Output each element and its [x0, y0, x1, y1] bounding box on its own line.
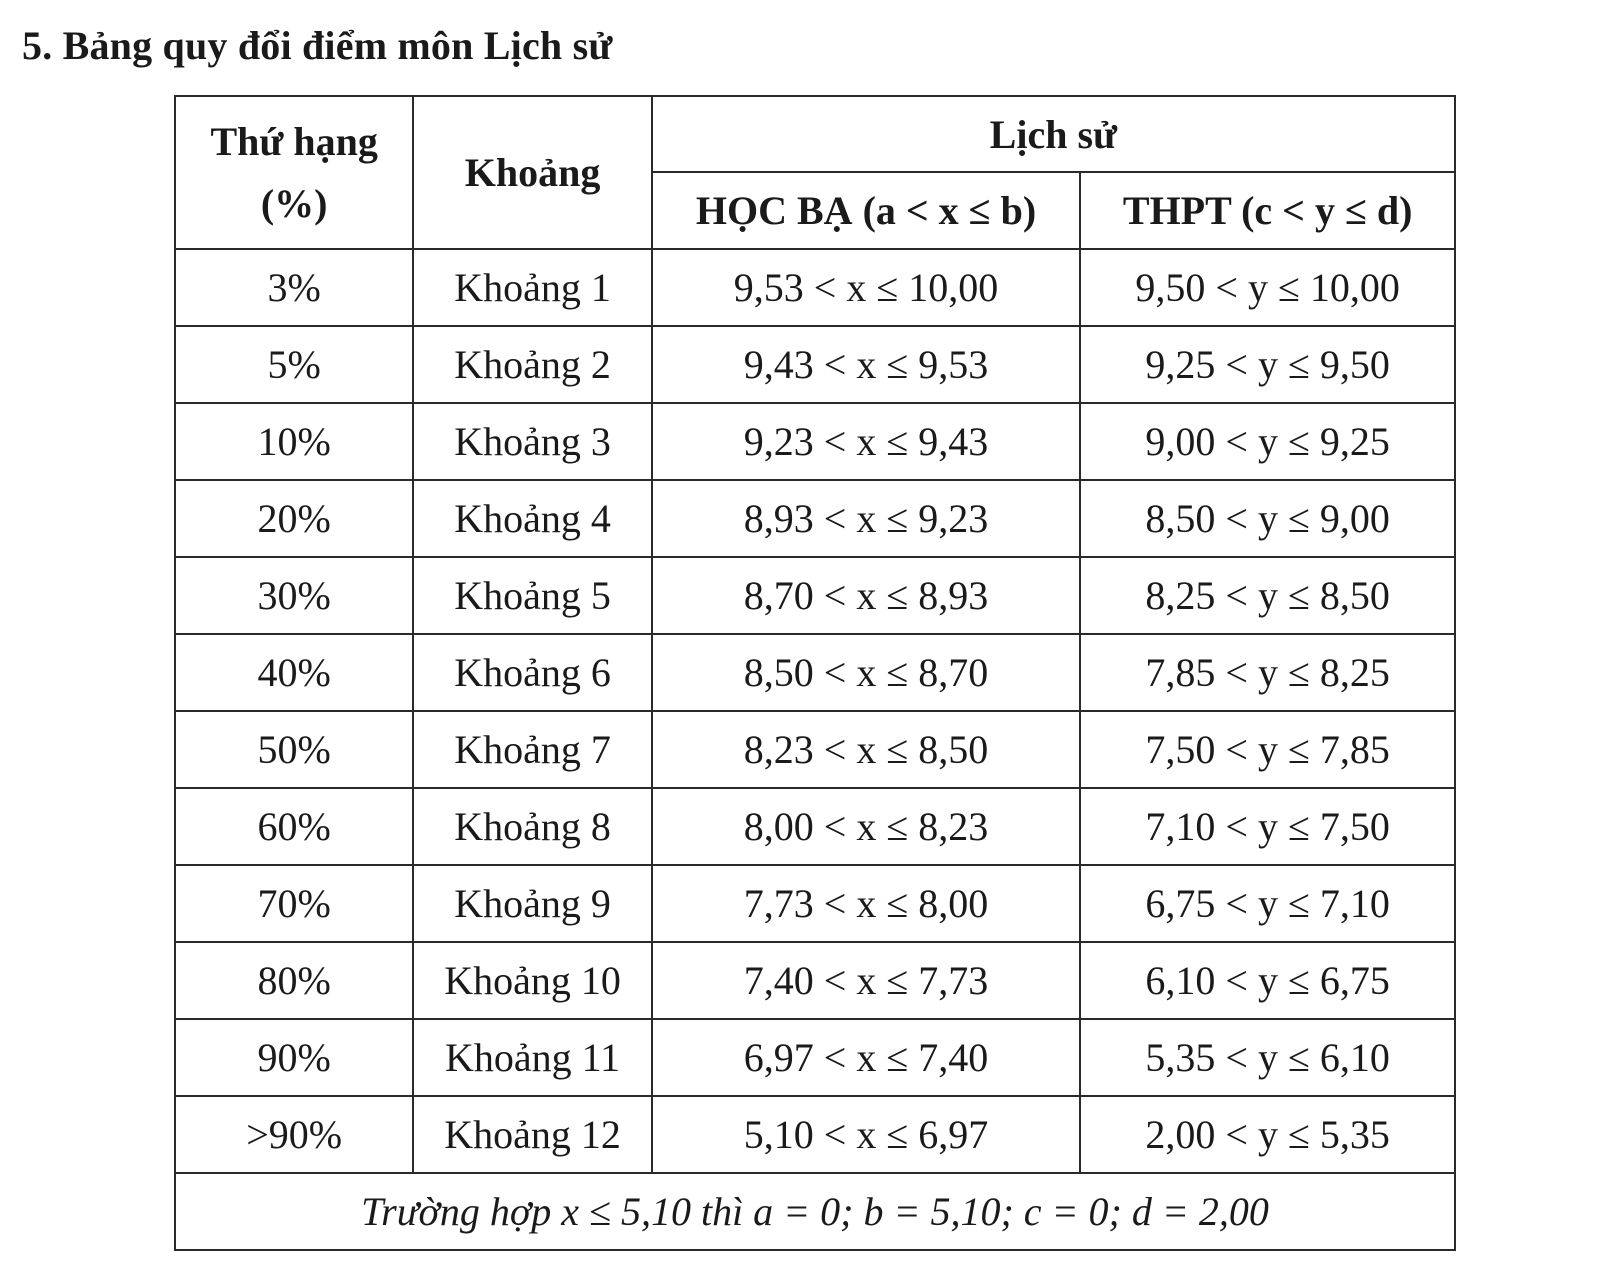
- header-subject: Lịch sử: [652, 96, 1455, 172]
- page-title: 5. Bảng quy đổi điểm môn Lịch sử: [22, 23, 613, 68]
- thpt-cell: 8,25 < y ≤ 8,50: [1080, 557, 1455, 634]
- range-cell: Khoảng 5: [413, 557, 651, 634]
- thpt-cell: 6,10 < y ≤ 6,75: [1080, 942, 1455, 1019]
- rank-cell: >90%: [175, 1096, 413, 1173]
- table-row: [175, 249, 1455, 326]
- table-row: [175, 480, 1455, 557]
- hocba-cell: 8,23 < x ≤ 8,50: [652, 711, 1081, 788]
- table-row: [175, 403, 1455, 480]
- range-cell: Khoảng 10: [413, 942, 651, 1019]
- table-row: [175, 711, 1455, 788]
- thpt-cell: 7,50 < y ≤ 7,85: [1080, 711, 1455, 788]
- rank-cell: 3%: [175, 249, 413, 326]
- range-cell: Khoảng 9: [413, 865, 651, 942]
- header-rank-label: Thứ hạng: [210, 118, 378, 164]
- rank-cell: 40%: [175, 634, 413, 711]
- header-thpt: THPT (c < y ≤ d): [1080, 172, 1455, 249]
- hocba-cell: 6,97 < x ≤ 7,40: [652, 1019, 1081, 1096]
- rank-cell: 20%: [175, 480, 413, 557]
- rank-cell: 30%: [175, 557, 413, 634]
- hocba-cell: 5,10 < x ≤ 6,97: [652, 1096, 1081, 1173]
- table-row: [175, 326, 1455, 403]
- rank-cell: 90%: [175, 1019, 413, 1096]
- table-row: [175, 942, 1455, 1019]
- hocba-cell: 8,93 < x ≤ 9,23: [652, 480, 1081, 557]
- hocba-cell: 9,43 < x ≤ 9,53: [652, 326, 1081, 403]
- thpt-cell: 2,00 < y ≤ 5,35: [1080, 1096, 1455, 1173]
- range-cell: Khoảng 6: [413, 634, 651, 711]
- rank-cell: 50%: [175, 711, 413, 788]
- hocba-cell: 8,50 < x ≤ 8,70: [652, 634, 1081, 711]
- range-cell: Khoảng 1: [413, 249, 651, 326]
- thpt-cell: 9,25 < y ≤ 9,50: [1080, 326, 1455, 403]
- rank-cell: 70%: [175, 865, 413, 942]
- range-cell: Khoảng 4: [413, 480, 651, 557]
- range-cell: Khoảng 8: [413, 788, 651, 865]
- header-hocba: HỌC BẠ (a < x ≤ b): [652, 172, 1081, 249]
- thpt-cell: 8,50 < y ≤ 9,00: [1080, 480, 1455, 557]
- range-cell: Khoảng 2: [413, 326, 651, 403]
- hocba-cell: 7,40 < x ≤ 7,73: [652, 942, 1081, 1019]
- table-row: [175, 557, 1455, 634]
- hocba-cell: 9,23 < x ≤ 9,43: [652, 403, 1081, 480]
- thpt-cell: 5,35 < y ≤ 6,10: [1080, 1019, 1455, 1096]
- table-row: [175, 634, 1455, 711]
- range-cell: Khoảng 3: [413, 403, 651, 480]
- rank-cell: 60%: [175, 788, 413, 865]
- thpt-cell: 9,00 < y ≤ 9,25: [1080, 403, 1455, 480]
- range-cell: Khoảng 11: [413, 1019, 651, 1096]
- header-rank: [175, 96, 413, 249]
- table-row: [175, 788, 1455, 865]
- range-cell: Khoảng 12: [413, 1096, 651, 1173]
- rank-cell: 5%: [175, 326, 413, 403]
- rank-cell: 80%: [175, 942, 413, 1019]
- header-rank-unit: (%): [260, 180, 328, 226]
- thpt-cell: 9,50 < y ≤ 10,00: [1080, 249, 1455, 326]
- table-row: [175, 1096, 1455, 1173]
- thpt-cell: 6,75 < y ≤ 7,10: [1080, 865, 1455, 942]
- table-row: [175, 865, 1455, 942]
- hocba-cell: 7,73 < x ≤ 8,00: [652, 865, 1081, 942]
- header-range: Khoảng: [413, 96, 651, 249]
- hocba-cell: 8,00 < x ≤ 8,23: [652, 788, 1081, 865]
- rank-cell: 10%: [175, 403, 413, 480]
- score-conversion-table: [174, 95, 1456, 1251]
- hocba-cell: 8,70 < x ≤ 8,93: [652, 557, 1081, 634]
- table-row: [175, 1019, 1455, 1096]
- thpt-cell: 7,10 < y ≤ 7,50: [1080, 788, 1455, 865]
- range-cell: Khoảng 7: [413, 711, 651, 788]
- hocba-cell: 9,53 < x ≤ 10,00: [652, 249, 1081, 326]
- table-note: Trường hợp x ≤ 5,10 thì a = 0; b = 5,10; c = 0; d = 2,00: [175, 1173, 1455, 1250]
- thpt-cell: 7,85 < y ≤ 8,25: [1080, 634, 1455, 711]
